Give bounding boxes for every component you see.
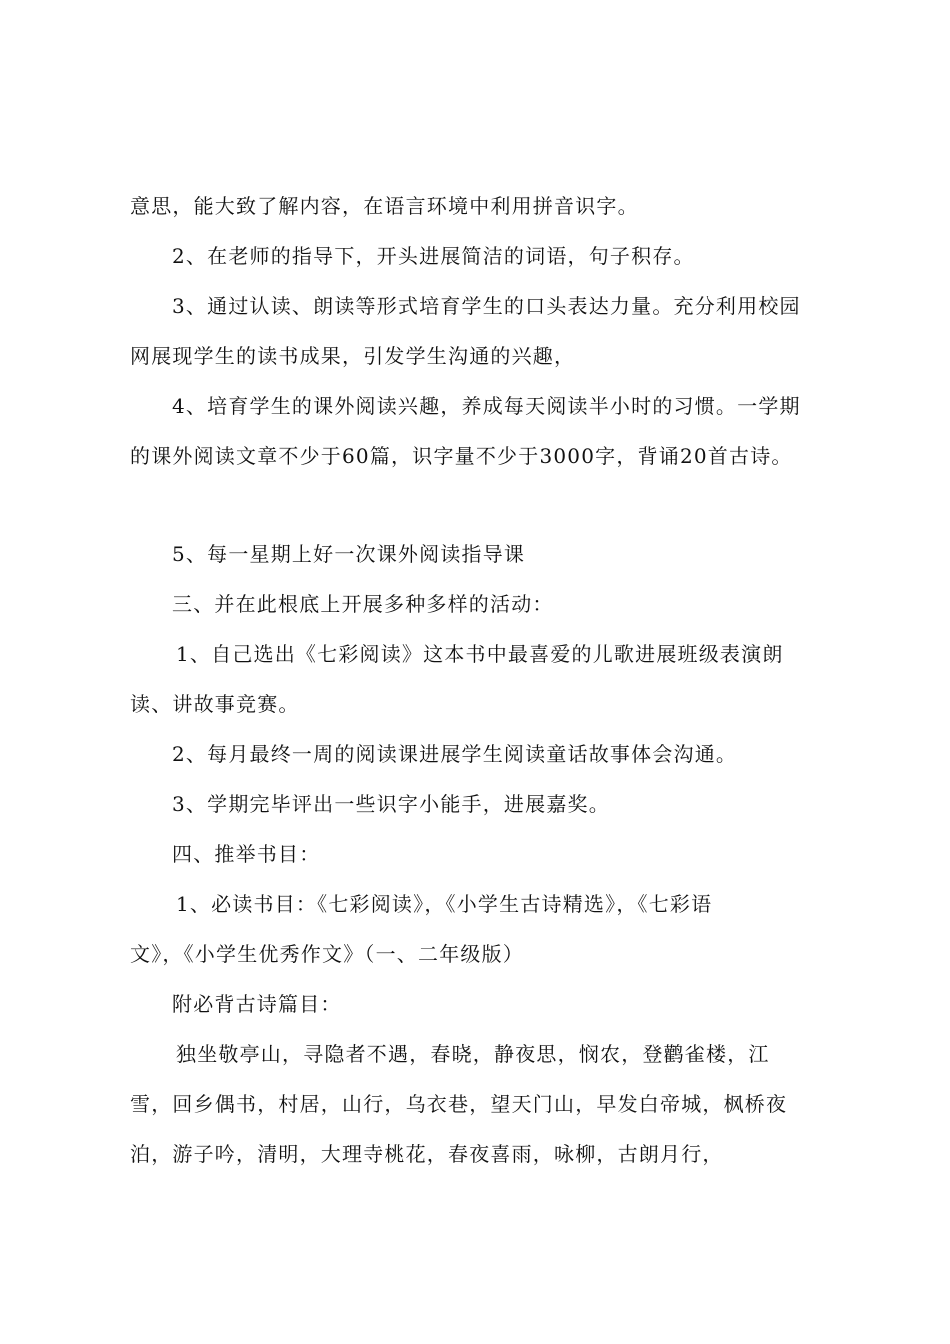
text-line-9: 1、自己选出《七彩阅读》这本书中最喜爱的儿歌进展班级表演朗 [176, 642, 784, 666]
text-line-16: 附必背古诗篇目： [172, 992, 342, 1016]
text-line-1: 意思，能大致了解内容，在语言环境中利用拼音识字。 [130, 194, 639, 218]
text-line-13: 四、推举书目： [172, 842, 321, 866]
text-line-19: 泊，游子吟，清明，大理寺桃花，春夜喜雨，咏柳，古朗月行， [130, 1142, 724, 1166]
text-line-14: 1、必读书目：《七彩阅读》，《小学生古诗精选》，《七彩语 [176, 892, 713, 916]
text-line-7: 5、每一星期上好一次课外阅读指导课 [172, 542, 526, 566]
text-line-2: 2、在老师的指导下，开头进展简洁的词语，句子积存。 [172, 244, 695, 268]
text-line-18: 雪，回乡偶书，村居，山行，乌衣巷，望天门山，早发白帝城，枫桥夜 [130, 1092, 788, 1116]
text-line-17: 独坐敬亭山，寻隐者不遇，春晓，静夜思，悯农，登鹳雀楼，江 [176, 1042, 770, 1066]
text-line-12: 3、学期完毕评出一些识字小能手，进展嘉奖。 [172, 792, 610, 816]
text-line-8: 三、并在此根底上开展多种多样的活动： [172, 592, 554, 616]
text-line-15: 文》，《小学生优秀作文》（一、二年级版） [130, 942, 524, 966]
text-line-10: 读、讲故事竞赛。 [130, 692, 300, 716]
text-line-6: 的课外阅读文章不少于60篇，识字量不少于3000字，背诵20首古诗。 [130, 444, 793, 468]
text-line-4: 网展现学生的读书成果，引发学生沟通的兴趣， [130, 344, 576, 368]
text-line-11: 2、每月最终一周的阅读课进展学生阅读童话故事体会沟通。 [172, 742, 738, 766]
text-line-5: 4、培育学生的课外阅读兴趣，养成每天阅读半小时的习惯。一学期 [172, 394, 801, 418]
text-line-3: 3、通过认读、朗读等形式培育学生的口头表达力量。充分利用校园 [172, 294, 801, 318]
